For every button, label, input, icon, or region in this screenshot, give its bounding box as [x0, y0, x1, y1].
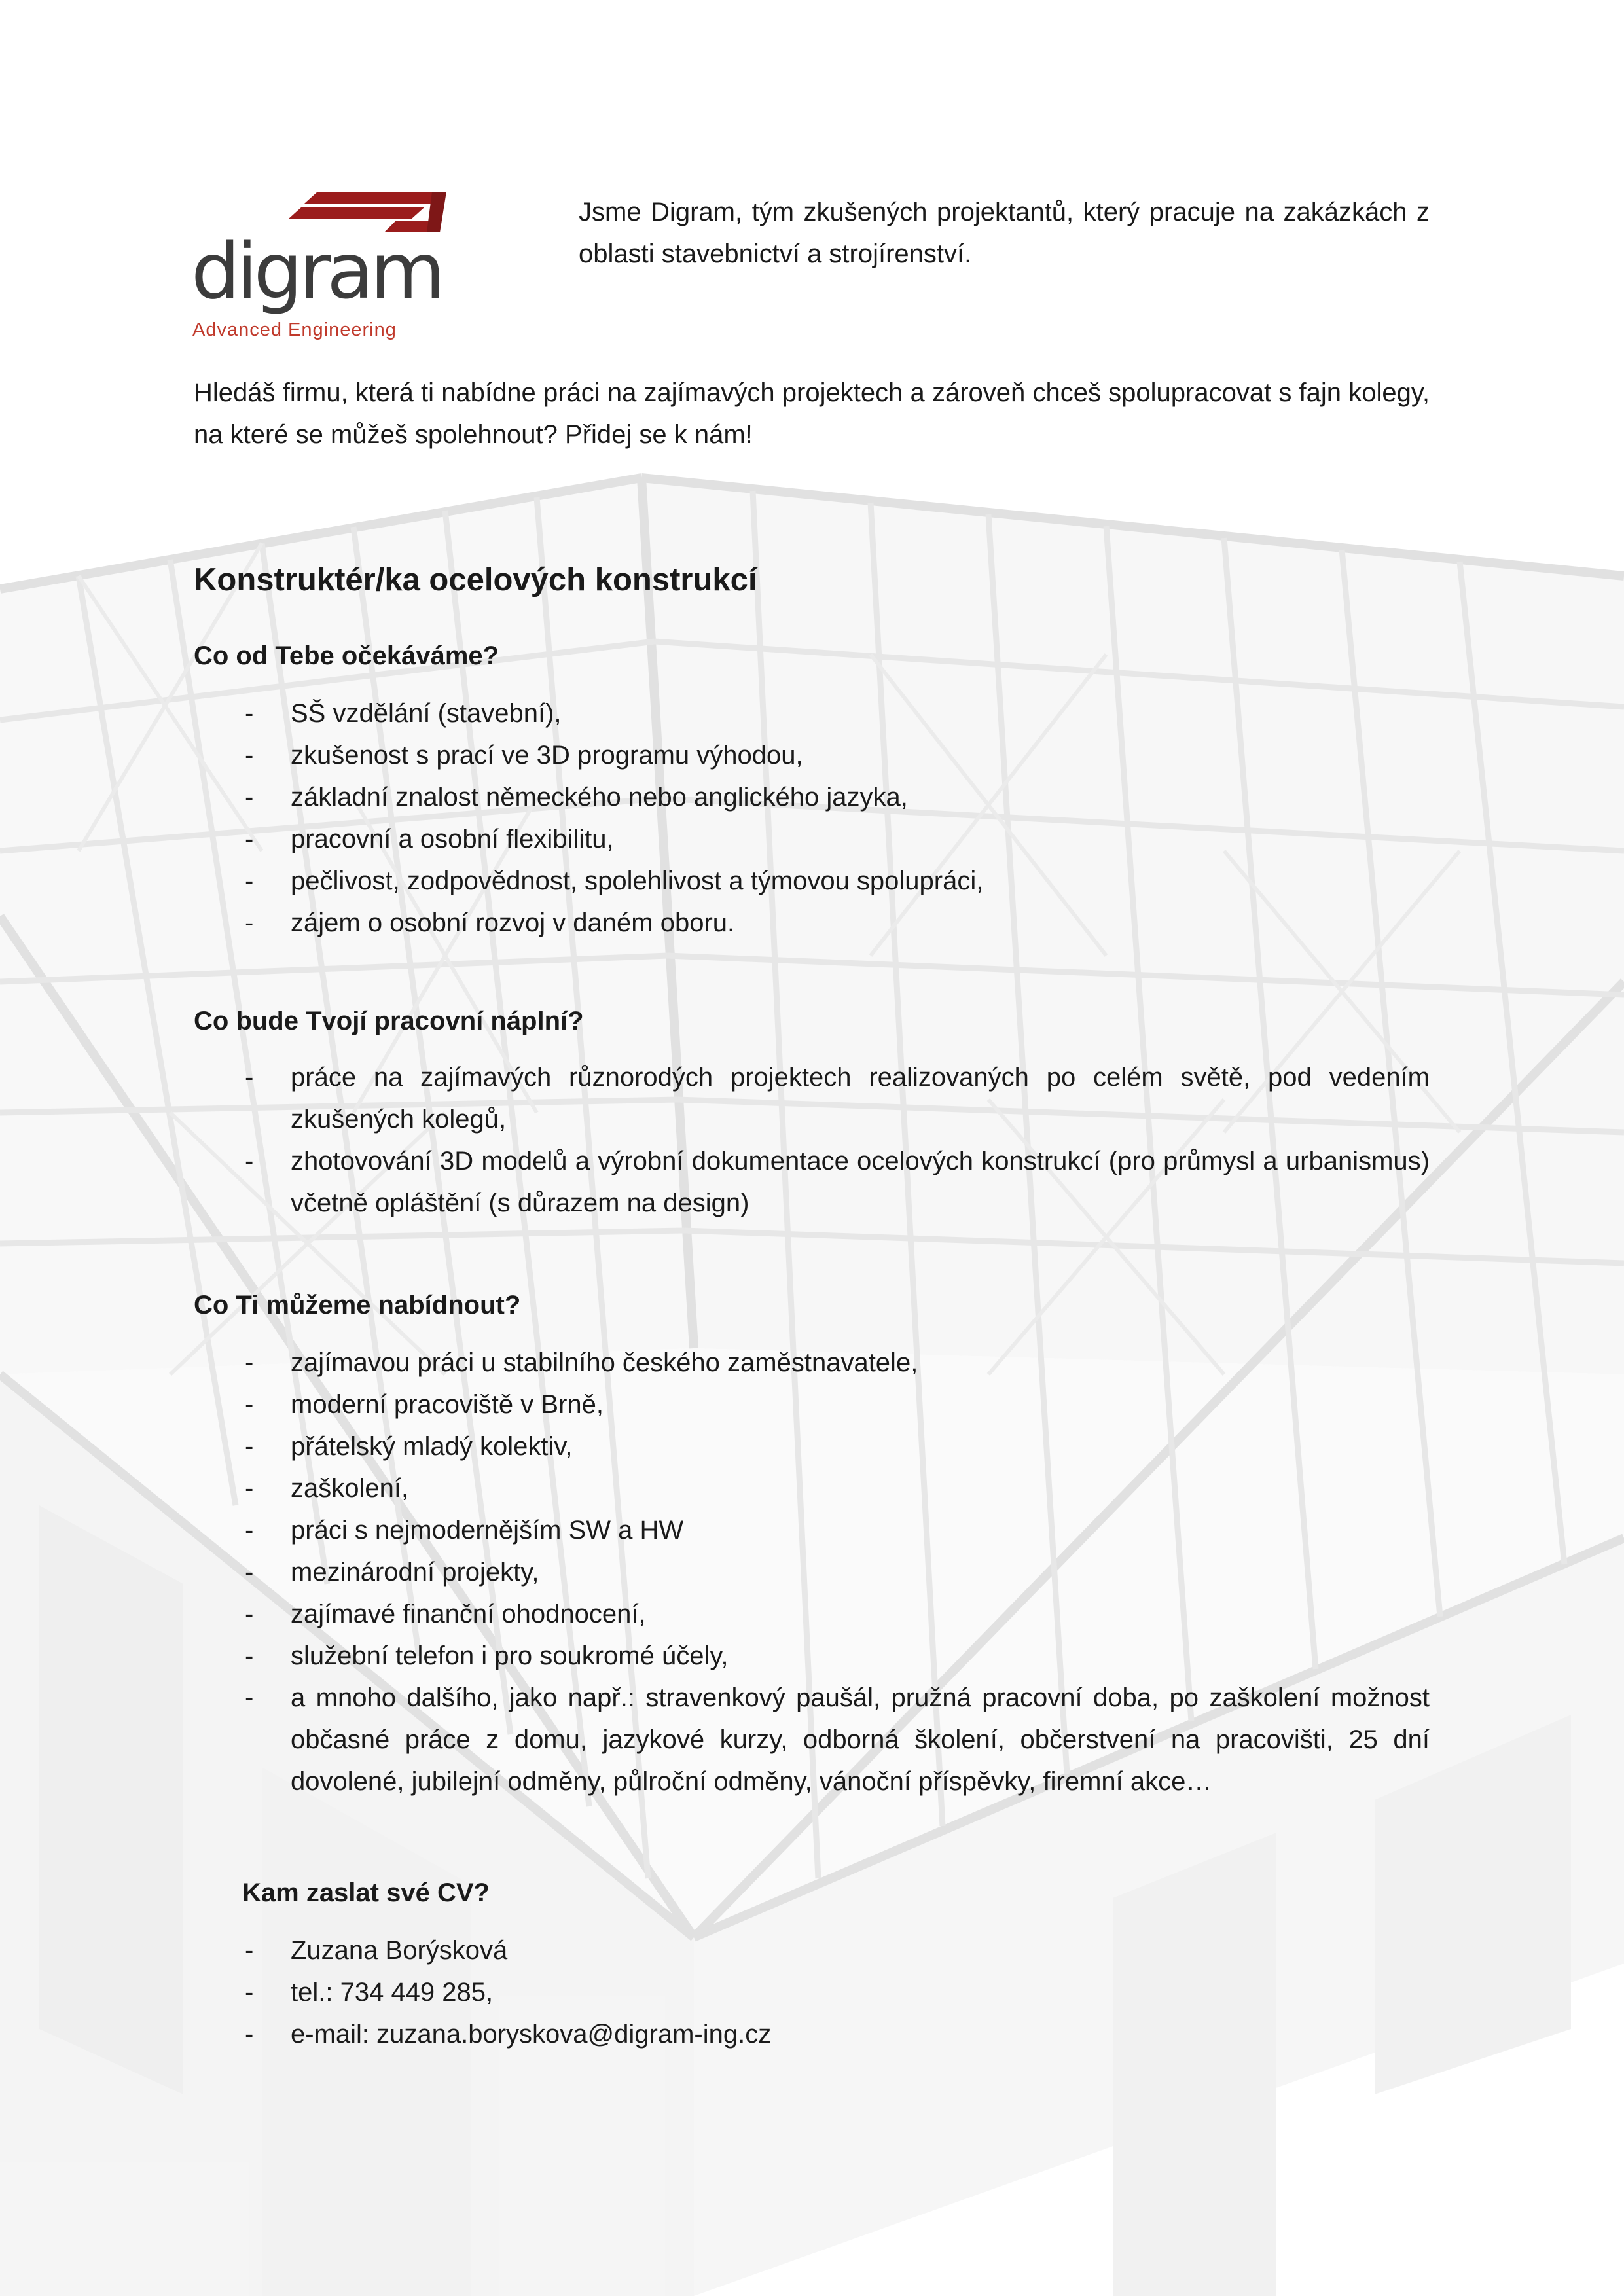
intro-text: Jsme Digram, tým zkušených projektantů, který pracuje na zakázkách z oblasti stavebnictví a strojírenství.: [579, 198, 1430, 268]
list-item: [194, 692, 1430, 734]
dash-bullet: -: [245, 1558, 254, 1587]
list-item: [194, 2013, 1430, 2055]
list-item-text: pracovní a osobní flexibilitu,: [291, 825, 614, 853]
list-item: [194, 734, 1430, 776]
dash-bullet: -: [245, 1348, 254, 1377]
dash-bullet: -: [245, 1390, 254, 1419]
list-item-text: zkušenost s prací ve 3D programu výhodou,: [291, 741, 803, 770]
list-item-text: práci s nejmodernějším SW a HW: [291, 1516, 684, 1545]
list-item: [194, 860, 1430, 902]
dash-bullet: -: [245, 825, 254, 853]
list-item: [194, 1342, 1430, 1384]
list-item-text: práce na zajímavých různorodých projektech realizovaných po celém světě, pod vedením zkušených kolegů,: [291, 1063, 1430, 1134]
list-item-text: Zuzana Borýsková: [291, 1936, 508, 1965]
benefits-list: [194, 1342, 1430, 1803]
list-item: [194, 1509, 1430, 1551]
section-heading-contact: [242, 1878, 490, 1908]
list-item-text: e-mail: zuzana.boryskova@digram-ing.cz: [291, 2020, 772, 2049]
dash-bullet: -: [245, 699, 254, 728]
list-item-text: zájem o osobní rozvoj v daném oboru.: [291, 908, 735, 937]
section-heading-duties: [194, 1007, 584, 1036]
list-item: [194, 1593, 1430, 1635]
requirements-list: [194, 692, 1430, 944]
section-heading-requirements: [194, 641, 499, 671]
list-item: [194, 1929, 1430, 1971]
list-item: [194, 1677, 1430, 1803]
list-item: [194, 1056, 1430, 1140]
dash-bullet: -: [245, 783, 254, 812]
list-item-text: SŠ vzdělání (stavební),: [291, 699, 562, 728]
list-item: [194, 818, 1430, 860]
list-item: [194, 776, 1430, 818]
list-item: [194, 1971, 1430, 2013]
duties-list: [194, 1056, 1430, 1224]
section-heading: Kam zaslat své CV?: [242, 1878, 490, 1907]
list-item-text: a mnoho dalšího, jako např.: stravenkový paušál, pružná pracovní doba, po zaškolení možnost občasné práce z domu, jazykové kurzy, odborná školení, občerstvení na pracovišti, 25 dní dovolené, jubilejní odměny, půlroční odměny, vánoční příspěvky, firemní akce…: [291, 1683, 1430, 1796]
list-item-text: zaškolení,: [291, 1474, 409, 1503]
contact-list: [194, 1929, 1430, 2055]
dash-bullet: -: [245, 1474, 254, 1503]
list-item: [194, 1384, 1430, 1426]
list-item-text: mezinárodní projekty,: [291, 1558, 539, 1587]
list-item-text: zajímavé finanční ohodnocení,: [291, 1600, 646, 1628]
logo-wordmark: digram: [191, 226, 442, 316]
section-heading-benefits: [194, 1291, 520, 1320]
dash-bullet: -: [245, 908, 254, 937]
list-item-text: přátelský mladý kolektiv,: [291, 1432, 573, 1461]
intro-block: [579, 191, 1430, 275]
dash-bullet: -: [245, 1641, 254, 1670]
list-item: [194, 1467, 1430, 1509]
list-item-text: zhotovování 3D modelů a výrobní dokumentace ocelových konstrukcí (pro průmysl a urbanismus) včetně opláštění (s důrazem na design): [291, 1147, 1430, 1217]
duties-list-block: [194, 1056, 1430, 1224]
dash-bullet: -: [245, 1936, 254, 1965]
dash-bullet: -: [245, 867, 254, 895]
logo-tagline: Advanced Engineering: [192, 319, 397, 340]
requirements-list-block: [194, 692, 1430, 944]
list-item: [194, 1426, 1430, 1467]
list-item: [194, 902, 1430, 944]
contact-list-block: [194, 1929, 1430, 2055]
job-title-block: [194, 562, 757, 598]
lead-text: Hledáš firmu, která ti nabídne práci na zajímavých projektech a zároveň chceš spolupracovat s fajn kolegy, na které se můžeš spolehnout? Přidej se k nám!: [194, 378, 1430, 449]
dash-bullet: -: [245, 2020, 254, 2049]
dash-bullet: -: [245, 1147, 254, 1175]
lead-block: [194, 372, 1430, 456]
list-item-text: základní znalost německého nebo anglického jazyka,: [291, 783, 908, 812]
section-heading: Co bude Tvojí pracovní náplní?: [194, 1007, 584, 1035]
dash-bullet: -: [245, 1683, 254, 1712]
dash-bullet: -: [245, 741, 254, 770]
dash-bullet: -: [245, 1978, 254, 2007]
job-title: Konstruktér/ka ocelových konstrukcí: [194, 562, 757, 598]
dash-bullet: -: [245, 1600, 254, 1628]
list-item-text: služební telefon i pro soukromé účely,: [291, 1641, 729, 1670]
list-item-text: tel.: 734 449 285,: [291, 1978, 494, 2007]
dash-bullet: -: [245, 1516, 254, 1545]
section-heading: Co od Tebe očekáváme?: [194, 641, 499, 670]
list-item: [194, 1551, 1430, 1593]
dash-bullet: -: [245, 1432, 254, 1461]
list-item-text: moderní pracoviště v Brně,: [291, 1390, 604, 1419]
benefits-list-block: [194, 1342, 1430, 1803]
section-heading: Co Ti můžeme nabídnout?: [194, 1291, 521, 1319]
list-item: [194, 1635, 1430, 1677]
dash-bullet: -: [245, 1063, 254, 1092]
list-item: [194, 1140, 1430, 1224]
list-item-text: pečlivost, zodpovědnost, spolehlivost a týmovou spolupráci,: [291, 867, 984, 895]
list-item-text: zajímavou práci u stabilního českého zaměstnavatele,: [291, 1348, 918, 1377]
digram-logo: [190, 187, 458, 344]
